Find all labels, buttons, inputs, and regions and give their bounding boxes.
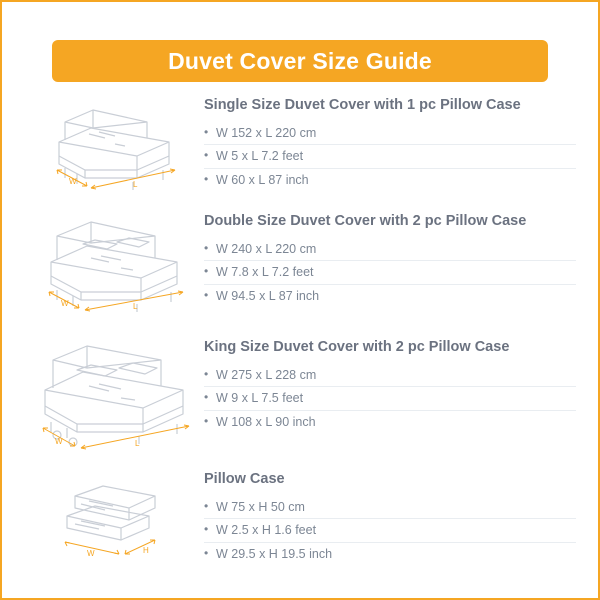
pillow-case-illustration [24,468,204,578]
size-row-king [24,334,576,466]
king-bed-illustration [24,336,204,460]
page-title: Duvet Cover Size Guide [168,47,432,74]
size-row-single [24,92,576,208]
dimension-list [204,238,576,308]
item-title: King Size Duvet Cover with 2 pc Pillow Case [204,339,510,355]
label-width: W [54,437,63,446]
item-title: Double Size Duvet Cover with 2 pc Pillow Case [204,213,527,229]
dimension-item: • W 60 x L 87 inch [204,169,576,192]
label-width: W [69,177,77,186]
size-rows [24,92,576,588]
size-info-pillow [204,468,576,565]
dimension-item: • W 240 x L 220 cm [204,238,576,262]
label-length: L [133,180,138,189]
size-info-king [204,336,576,433]
label-length: L [134,439,139,448]
dimension-item: • W 9 x L 7.5 feet [204,387,576,411]
dimension-item: • W 75 x H 50 cm [204,496,576,520]
dimension-item: • W 2.5 x H 1.6 feet [204,519,576,543]
size-row-pillow [24,466,576,588]
size-info-single [204,94,576,191]
page-title-bar [52,40,548,82]
double-bed-illustration [24,210,204,328]
dimension-item: • W 5 x L 7.2 feet [204,145,576,169]
dimension-list [204,496,576,566]
label-length: L [133,302,138,311]
size-row-double [24,208,576,334]
dimension-item: • W 275 x L 228 cm [204,364,576,388]
dimension-list [204,364,576,434]
item-title: Pillow Case [204,471,285,487]
dimension-item: • W 7.8 x L 7.2 feet [204,261,576,285]
size-info-double [204,210,576,307]
dimension-item: • W 152 x L 220 cm [204,122,576,146]
dimension-item: • W 29.5 x H 19.5 inch [204,543,576,566]
label-height: H [143,546,149,555]
label-width: W [87,549,95,558]
single-bed-illustration [24,94,204,202]
card-inner [2,2,598,598]
item-title: Single Size Duvet Cover with 1 pc Pillow Case [204,97,521,113]
dimension-item: • W 108 x L 90 inch [204,411,576,434]
label-width: W [61,299,69,308]
dimension-item: • W 94.5 x L 87 inch [204,285,576,308]
dimension-list [204,122,576,192]
